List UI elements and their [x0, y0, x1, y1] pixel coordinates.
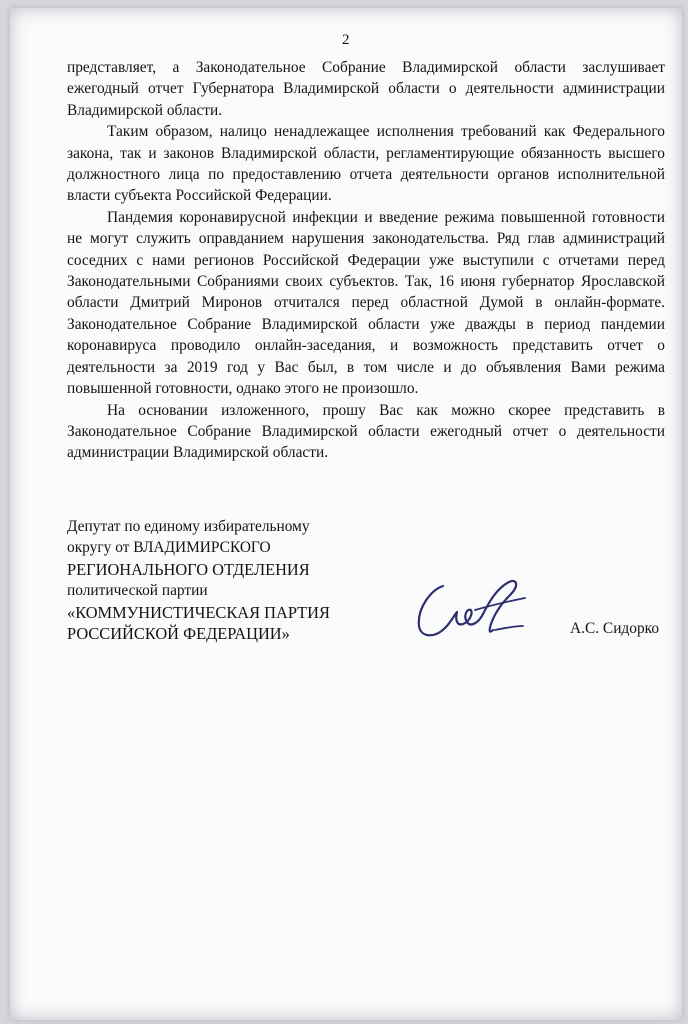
paragraph-2: Таким образом, налицо ненадлежащее исполнения требований как Федерального закона, так и законов Владимирской области, регламентирующие обязанность высшего должностного лица по предоставлению отчета деятельности органов исполнительной власти субъекта Российской Федерации.	[67, 123, 665, 205]
handwritten-signature	[405, 568, 535, 648]
signer-position-line-2: округу от ВЛАДИМИРСКОГО	[67, 539, 271, 557]
signer-position-block	[67, 516, 397, 644]
signer-position-line-5: «КОММУНИСТИЧЕСКАЯ ПАРТИЯ	[67, 602, 330, 622]
signer-position-line-6: РОССИЙСКОЙ ФЕДЕРАЦИИ»	[67, 624, 290, 644]
paragraph-1: представляет, а Законодательное Собрание Владимирской области заслушивает ежегодный отчет Губернатора Владимирской области о деятельности администрации Владимирской области.	[67, 59, 665, 119]
signer-name: А.С. Сидорко	[570, 620, 660, 637]
page-number: 2	[342, 32, 350, 48]
signer-position-line-1: Депутат по единому избирательному	[67, 518, 310, 535]
paragraph-3: Пандемия коронавирусной инфекции и введение режима повышенной готовности не могут служить оправданием нарушения законодательства. Ряд глав администраций соседних с нами регионов Российской Федерации уже выступили с отчетами перед Законодательными Собраниями своих субъектов. Так, 16 июня губернатор Ярославской области Дмитрий Миронов отчитался перед областной Думой в онлайн-формате. Законодательное Собрание Владимирской области уже дважды в период пандемии коронавируса проводило онлайн-заседания, и возможность представить отчет о деятельности за 2019 год у Вас был, в том числе и до объявления Вами режима повышенной готовности, однако этого не произошло.	[67, 208, 665, 398]
letter-body	[67, 57, 665, 464]
paragraph-4: На основании изложенного, прошу Вас как можно скорее представить в Законодательное Собрание Владимирской области ежегодный отчет о деятельности администрации Владимирской области.	[67, 401, 665, 462]
signer-position-line-4: политической партии	[67, 582, 208, 600]
signer-position-line-3: РЕГИОНАЛЬНОГО ОТДЕЛЕНИЯ	[67, 559, 310, 579]
document-page	[10, 8, 682, 1020]
